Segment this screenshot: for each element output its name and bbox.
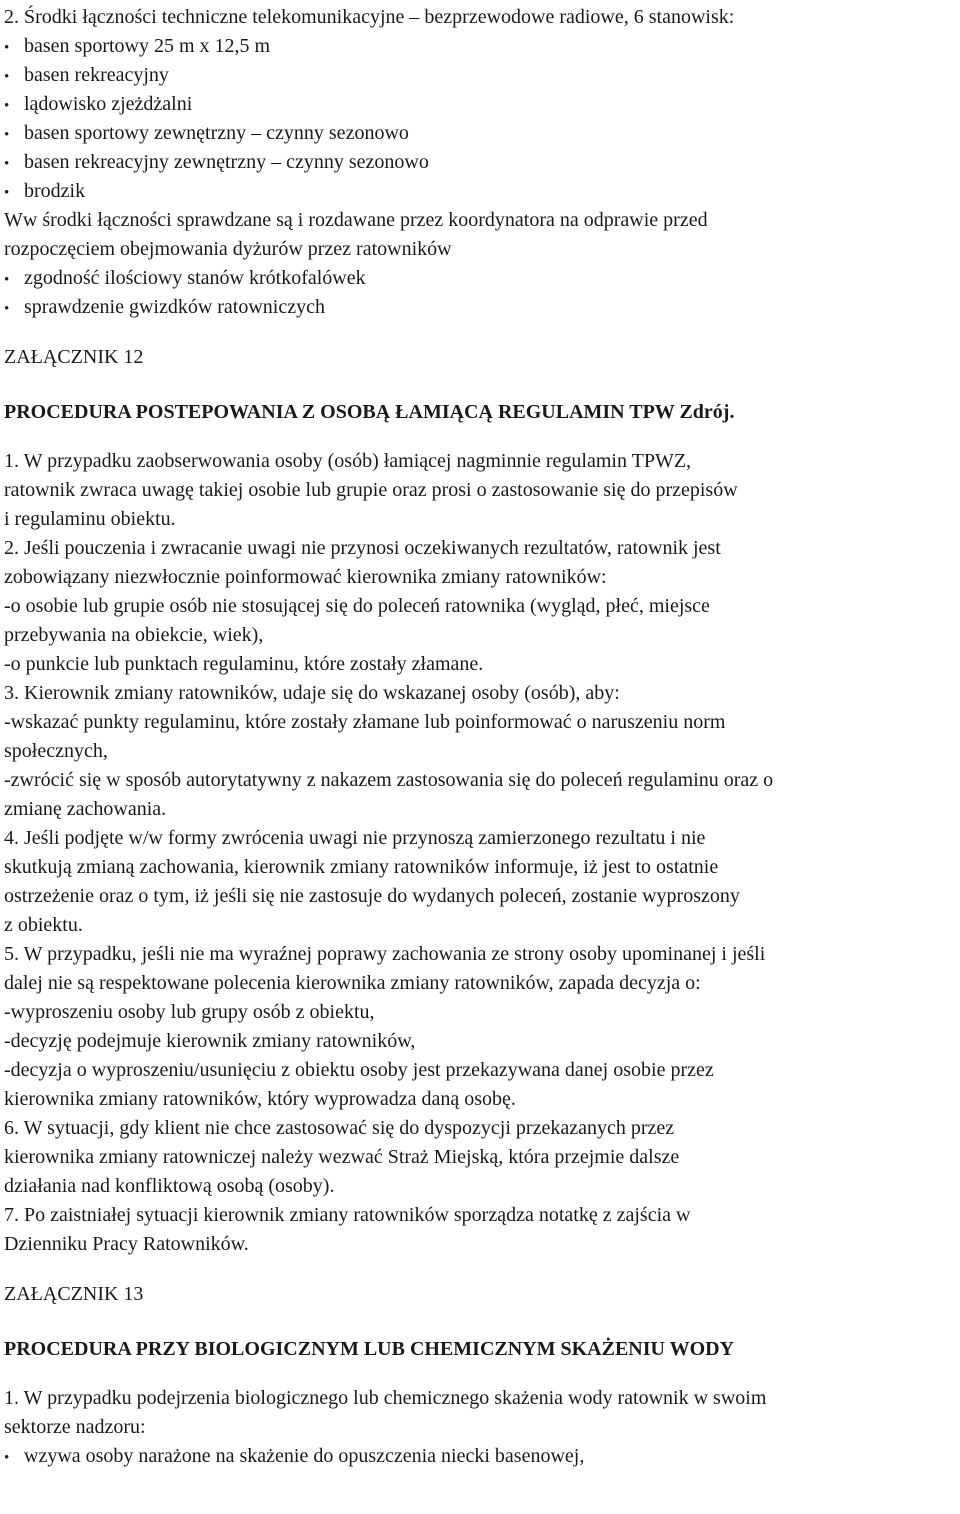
text-line: 5. W przypadku, jeśli nie ma wyraźnej poprawy zachowania ze strony osoby upominanej i jeśli <box>4 943 766 965</box>
text-line: 4. Jeśli podjęte w/w formy zwrócenia uwagi nie przynoszą zamierzonego rezultatu i nie <box>4 827 706 849</box>
annex-13-body <box>4 1384 958 1442</box>
text-line: -decyzję podejmuje kierownik zmiany ratowników, <box>4 1030 416 1052</box>
check-item: • sprawdzenie gwizdków ratowniczych <box>4 293 958 322</box>
station-item: • basen sportowy zewnętrzny – czynny sezonowo <box>4 119 958 148</box>
annex-12-label: ZAŁĄCZNIK 12 <box>4 346 144 368</box>
text-line: i regulaminu obiektu. <box>4 508 176 530</box>
station-item: • basen sportowy 25 m x 12,5 m <box>4 32 958 61</box>
text-line: zmianę zachowania. <box>4 798 167 820</box>
text-line: społecznych, <box>4 740 108 762</box>
text-line: ratownik zwraca uwagę takiej osobie lub grupie oraz prosi o zastosowanie się do przepisów <box>4 479 738 501</box>
text-line: -decyzja o wyproszeniu/usunięciu z obiektu osoby jest przekazywana danej osobie przez <box>4 1059 714 1081</box>
text-line: Dzienniku Pracy Ratowników. <box>4 1233 249 1255</box>
annex-13-label: ZAŁĄCZNIK 13 <box>4 1283 144 1305</box>
text-line: działania nad konfliktową osobą (osoby). <box>4 1175 335 1197</box>
station-item: • lądowisko zjeżdżalni <box>4 90 958 119</box>
text-line: -wskazać punkty regulaminu, które zostały złamane lub poinformować o naruszeniu norm <box>4 711 726 733</box>
text-line: przebywania na obiekcie, wiek), <box>4 624 264 646</box>
text-line: kierownika zmiany ratowniczej należy wezwać Straż Miejską, która przejmie dalsze <box>4 1146 680 1168</box>
annex-12-title: PROCEDURA POSTEPOWANIA Z OSOBĄ ŁAMIĄCĄ REGULAMIN TPW Zdrój. <box>4 401 735 423</box>
text-line: -o punkcie lub punktach regulaminu, które zostały złamane. <box>4 653 484 675</box>
annex-12-body <box>4 447 958 1259</box>
text-line: zobowiązany niezwłocznie poinformować kierownika zmiany ratowników: <box>4 566 607 588</box>
text-line: 7. Po zaistniałej sytuacji kierownik zmiany ratowników sporządza notatkę z zajścia w <box>4 1204 691 1226</box>
text-line: 6. W sytuacji, gdy klient nie chce zastosować się do dyspozycji przekazanych przez <box>4 1117 675 1139</box>
station-item: • basen rekreacyjny zewnętrzny – czynny sezonowo <box>4 148 958 177</box>
check-item: • zgodność ilościowy stanów krótkofalówek <box>4 264 958 293</box>
station-item: • basen rekreacyjny <box>4 61 958 90</box>
text-line: 2. Jeśli pouczenia i zwracanie uwagi nie przynosi oczekiwanych rezultatów, ratownik jest <box>4 537 721 559</box>
text-line: 1. W przypadku zaobserwowania osoby (osób) łamiącej nagminnie regulamin TPWZ, <box>4 450 692 472</box>
note-line: rozpoczęciem obejmowania dyżurów przez ratowników <box>4 238 452 260</box>
comm-intro: 2. Środki łączności techniczne telekomunikacyjne – bezprzewodowe radiowe, 6 stanowisk: <box>4 6 735 28</box>
text-line: kierownika zmiany ratowników, który wyprowadza daną osobę. <box>4 1088 516 1110</box>
text-line: 1. W przypadku podejrzenia biologicznego lub chemicznego skażenia wody ratownik w swoim <box>4 1387 767 1409</box>
text-line: -zwrócić się w sposób autorytatywny z nakazem zastosowania się do poleceń regulaminu oraz o <box>4 769 774 791</box>
annex-13-bullets <box>4 1442 958 1471</box>
annex-13-title: PROCEDURA PRZY BIOLOGICZNYM LUB CHEMICZNYM SKAŻENIU WODY <box>4 1338 735 1360</box>
text-line: sektorze nadzoru: <box>4 1416 146 1438</box>
text-line: -wyproszeniu osoby lub grupy osób z obiektu, <box>4 1001 375 1023</box>
text-line: 3. Kierownik zmiany ratowników, udaje się do wskazanej osoby (osób), aby: <box>4 682 620 704</box>
document-page <box>4 3 958 1471</box>
text-line: -o osobie lub grupie osób nie stosującej się do poleceń ratownika (wygląd, płeć, miejsce <box>4 595 710 617</box>
text-line: ostrzeżenie oraz o tym, iż jeśli się nie zastosuje do wydanych poleceń, zostanie wyproszony <box>4 885 740 907</box>
bullet-item: • wzywa osoby narażone na skażenie do opuszczenia niecki basenowej, <box>4 1442 958 1471</box>
text-line: z obiektu. <box>4 914 83 936</box>
station-item: • brodzik <box>4 177 958 206</box>
text-line: skutkują zmianą zachowania, kierownik zmiany ratowników informuje, iż jest to ostatnie <box>4 856 719 878</box>
text-line: dalej nie są respektowane polecenia kierownika zmiany ratowników, zapada decyzja o: <box>4 972 701 994</box>
note-line: Ww środki łączności sprawdzane są i rozdawane przez koordynatora na odprawie przed <box>4 209 708 231</box>
